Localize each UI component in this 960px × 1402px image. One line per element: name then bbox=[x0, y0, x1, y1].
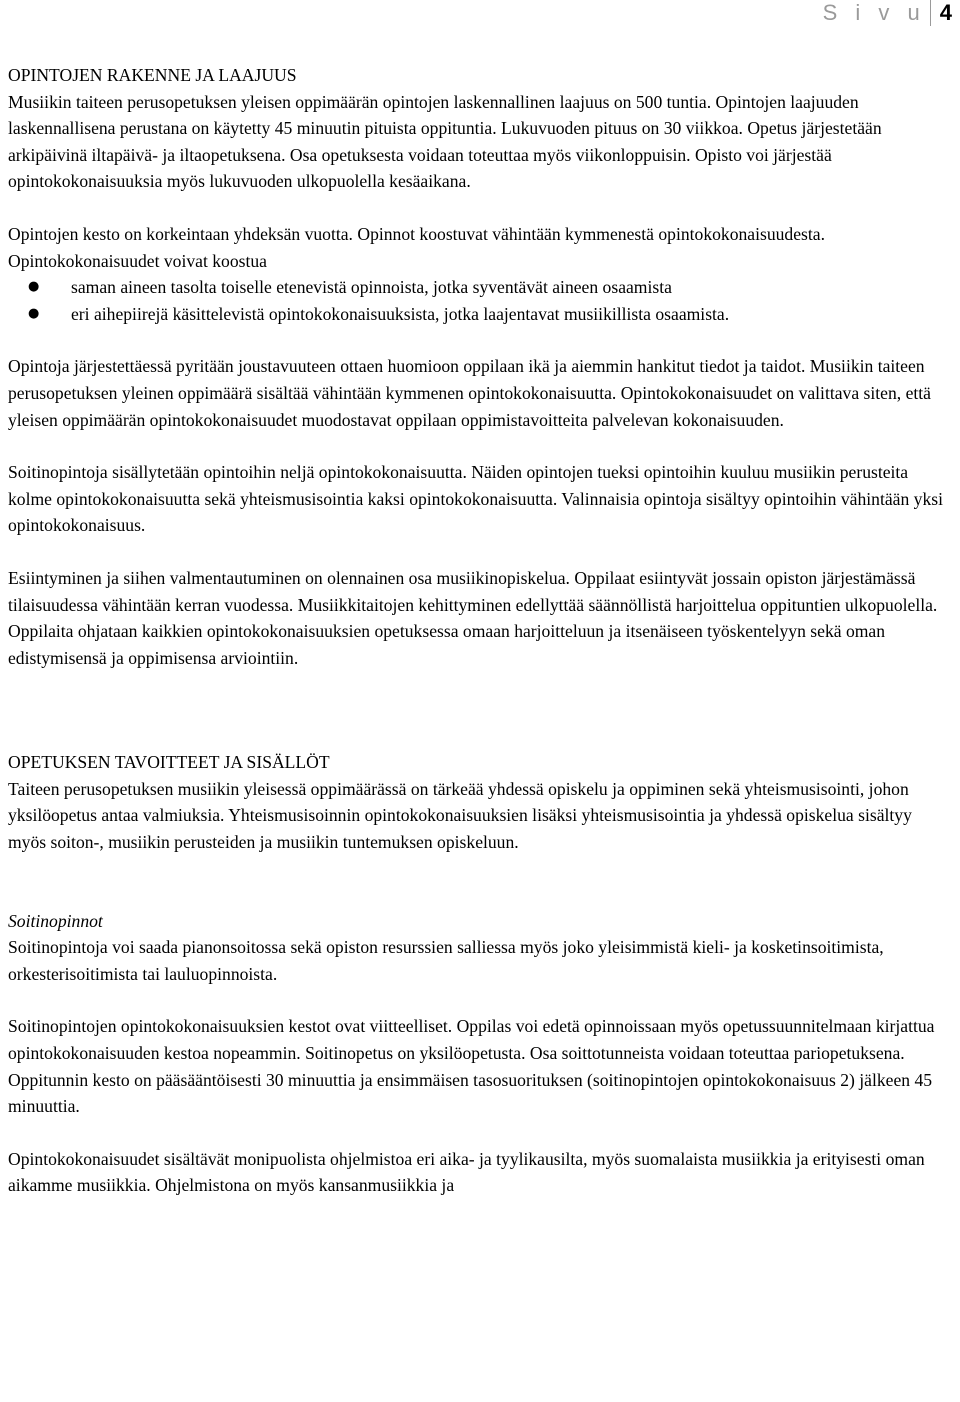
bullet-list bbox=[8, 274, 948, 327]
page-label: S i v u bbox=[822, 0, 926, 25]
paragraph: Soitinopintoja sisällytetään opintoihin neljä opintokokonaisuutta. Näiden opintojen tueksi opintoihin kuuluu musiikin perusteita kolme opintokokonaisuutta sekä yhteismusisointia kaksi opintokokonaisuutta. Valinnaisia opintoja sisältyy opintoihin vähintään yksi opintokokonaisuus. bbox=[8, 462, 943, 536]
paragraph: Taiteen perusopetuksen musiikin yleisessä oppimäärässä on tärkeää yhdessä opiskelu ja oppiminen sekä yhteismusisointi, johon yksilöopetus antaa valmiuksia. Yhteismusisoinnin opintokokonaisuuksien lisäksi yhteismusisointia ja yhdessä opiskelua sisältyy myös soiton-, musiikin perusteiden ja musiikin tuntemuksen opiskeluun. bbox=[8, 778, 912, 853]
list-item-text: saman aineen tasolta toiselle etenevistä opinnoista, jotka syventävät aineen osaamista bbox=[71, 277, 672, 298]
page-number: 4 bbox=[930, 0, 952, 26]
paragraph: Musiikin taiteen perusopetuksen yleisen oppimäärän opintojen laskennallinen laajuus on 500 tuntia. Opintojen laajuuden laskennallisena perustana on käytetty 45 minuutin pituista oppituntia. Lukuvuoden pituus on 30 viikkoa. Opetus järjestetään arkipäivinä iltapäivä- ja iltaopetuksena. Osa opetuksesta voidaan toteuttaa myös viikonloppuisin. Opisto voi järjestää opintokokonaisuuksia myös lukuvuoden ulkopuolella kesäaikana. bbox=[8, 91, 882, 192]
paragraph: Soitinopintoja voi saada pianonsoitossa sekä opiston resurssien salliessa myös joko yleisimmistä kieli- ja kosketinsoitimista, orkesterisoitimista tai lauluopinnoista. bbox=[8, 937, 884, 984]
list-item bbox=[8, 274, 948, 301]
bullet-icon: ● bbox=[28, 305, 40, 321]
paragraph: Soitinopintojen opintokokonaisuuksien kestot ovat viitteelliset. Oppilas voi edetä opinnoissaan myös opetussuunnitelmaan kirjattua opintokokonaisuuden kestoa nopeammin. Soitinopetus on yksilöopetusta. Osa soittotunneista voidaan toteuttaa pariopetuksena. Oppitunnin kesto on pääsääntöisesti 30 minuuttia ja ensimmäisen tasosuorituksen (soitinopintojen opintokokonaisuus 2) jälkeen 45 minuuttia. bbox=[8, 1016, 935, 1117]
section-heading-structure: OPINTOJEN RAKENNE JA LAAJUUS bbox=[8, 65, 297, 85]
paragraph: Opintoja järjestettäessä pyritään joustavuuteen ottaen huomioon oppilaan ikä ja aiemmin hankitut tiedot ja taidot. Musiikin taiteen perusopetuksen yleinen oppimäärä sisältää vähintään kymmenen opintokokonaisuutta. Opintokokonaisuudet on valittava siten, että yleisen oppimäärän opintokokonaisuudet muodostavat oppilaan oppimistavoitteita palvelevan kokonaisuuden. bbox=[8, 356, 931, 430]
section-heading-goals: OPETUKSEN TAVOITTEET JA SISÄLLÖT bbox=[8, 752, 330, 773]
subheading-instrument-studies: Soitinopinnot bbox=[8, 910, 103, 931]
paragraph: Esiintyminen ja siihen valmentautuminen on olennainen osa musiikinopiskelua. Oppilaat esiintyvät jossain opiston järjestämässä tilaisuudessa vähintään kerran vuodessa. Musiikkitaitojen kehittyminen edellyttää säännöllistä harjoittelua oppituntien ulkopuolella. Oppilaita ohjataan kaikkien opintokokonaisuuksien opetuksessa omaan harjoitteluun ja itsenäiseen työskentelyyn sekä oman edistymisensä ja oppimisensa arviointiin. bbox=[8, 567, 938, 668]
page-header bbox=[823, 0, 952, 26]
paragraph: Opintokokonaisuudet sisältävät monipuolista ohjelmistoa eri aika- ja tyylikausilta, myös suomalaista musiikkia ja erityisesti oman aikamme musiikkia. Ohjelmistona on myös kansanmusiikkia ja bbox=[8, 1148, 925, 1196]
list-item bbox=[8, 301, 948, 328]
paragraph: Opintojen kesto on korkeintaan yhdeksän vuotta. Opinnot koostuvat vähintään kymmenestä opintokokonaisuudesta. Opintokokonaisuudet voivat koostua bbox=[8, 223, 825, 271]
list-item-text: eri aihepiirejä käsittelevistä opintokokonaisuuksista, jotka laajentavat musiikillista osaamista. bbox=[71, 303, 730, 324]
bullet-icon: ● bbox=[28, 279, 40, 295]
document-body bbox=[8, 62, 948, 1199]
